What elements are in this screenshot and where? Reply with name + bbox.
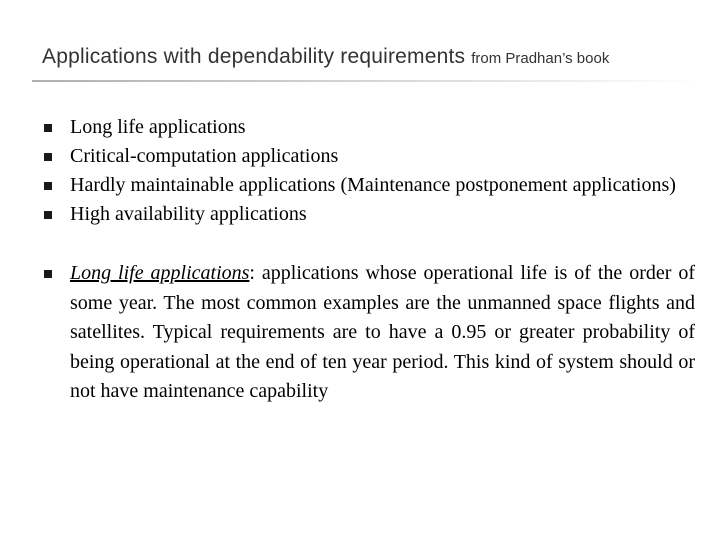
bullet-item bbox=[40, 142, 695, 171]
bullet-text: High availability applications bbox=[70, 203, 307, 225]
detail-separator: : bbox=[249, 262, 255, 284]
bullet-item bbox=[40, 171, 695, 200]
bullet-text: Critical-computation applications bbox=[70, 145, 339, 167]
title-source: from Pradhan’s book bbox=[471, 50, 610, 67]
bullet-item bbox=[40, 200, 695, 229]
square-bullet-icon bbox=[44, 182, 52, 190]
square-bullet-icon bbox=[44, 211, 52, 219]
square-bullet-icon bbox=[44, 270, 52, 278]
slide-title bbox=[42, 45, 609, 69]
bullet-list bbox=[40, 113, 695, 407]
square-bullet-icon bbox=[44, 153, 52, 161]
bullet-text: Hardly maintainable applications (Maintenance postponement applications) bbox=[70, 174, 676, 196]
bullet-text: Long life applications bbox=[70, 116, 246, 138]
bullet-item bbox=[40, 113, 695, 142]
title-main: Applications with dependability requirements bbox=[42, 45, 466, 68]
detail-paragraph bbox=[40, 259, 695, 407]
square-bullet-icon bbox=[44, 124, 52, 132]
detail-text: applications whose operational life is of the order of some year. The most common examples are the unmanned space flights and satellites. Typical requirements are to have a 0.95 or greater probability of being operational at the end of ten year period. This kind of system should or not have maintenance capability bbox=[70, 262, 695, 402]
title-divider bbox=[32, 80, 700, 82]
detail-term: Long life applications bbox=[70, 262, 250, 284]
